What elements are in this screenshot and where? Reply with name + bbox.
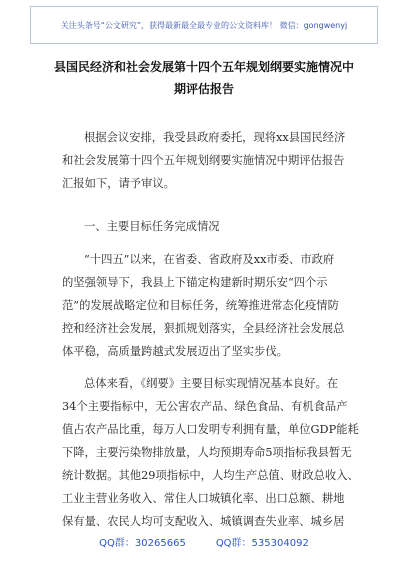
paragraph-line: 范”的发展战略定位和目标任务，统筹推进常态化疫情防 xyxy=(62,299,339,312)
paragraph-line: “十四五”以来，在省委、省政府及xx市委、市政府 xyxy=(84,253,335,266)
footer-qq-group-1: QQ群：30265665 xyxy=(99,538,186,549)
paragraph-line: 总体来看，《纲要》主要目标实现情况基本良好。在 xyxy=(84,377,339,390)
intro-line: 和社会发展第十四个五年规划纲要实施情况中期评估报告 xyxy=(62,154,345,167)
paragraph-line: 下降，主要污染物排放量，人均预期寿命5项指标我县暂无 xyxy=(62,446,352,459)
section-heading: 一、主要目标任务完成情况 xyxy=(84,220,220,233)
paragraph-line: 保有量、农民人均可支配收入、城镇调查失业率、城乡居 xyxy=(62,515,345,528)
document-title-line-1: 县国民经济和社会发展第十四个五年规划纲要实施情况中 xyxy=(53,60,354,74)
document-title-line-2: 期评估报告 xyxy=(173,82,234,96)
footer-contacts xyxy=(0,534,408,554)
footer-qq-group-2: QQ群：535304092 xyxy=(215,538,309,549)
paragraph-line: 的坚强领导下，我县上下锚定构建新时期乐安“四个示 xyxy=(62,276,328,289)
paragraph-line: 体平稳，高质量跨越式发展迈出了坚实步伐。 xyxy=(62,345,288,358)
top-banner xyxy=(30,6,378,44)
banner-text: 关注头条号“公文研究”，获得最新最全最专业的公文资料库！ 微信：gongwenyj xyxy=(60,20,348,30)
paragraph-line: 34个主要指标中，无公害农产品、绿色食品、有机食品产 xyxy=(62,400,348,413)
paragraph-line: 工业主营业务收入、常住人口城镇化率、出口总额、耕地 xyxy=(62,492,345,505)
intro-line: 根据会议安排，我受县政府委托，现将xx县国民经济 xyxy=(84,131,346,144)
paragraph-2 xyxy=(62,372,359,533)
paragraph-line: 值占农产品比重，每万人口发明专利拥有量，单位GDP能耗 xyxy=(62,423,359,436)
paragraph-1 xyxy=(62,248,348,363)
intro-paragraph xyxy=(62,126,348,195)
paragraph-line: 统计数据。其他29项指标中，人均生产总值、财政总收入、 xyxy=(62,469,359,482)
intro-line: 汇报如下，请予审议。 xyxy=(62,177,175,190)
paragraph-line: 控和经济社会发展，狠抓规划落实，全县经济社会发展总 xyxy=(62,322,345,335)
